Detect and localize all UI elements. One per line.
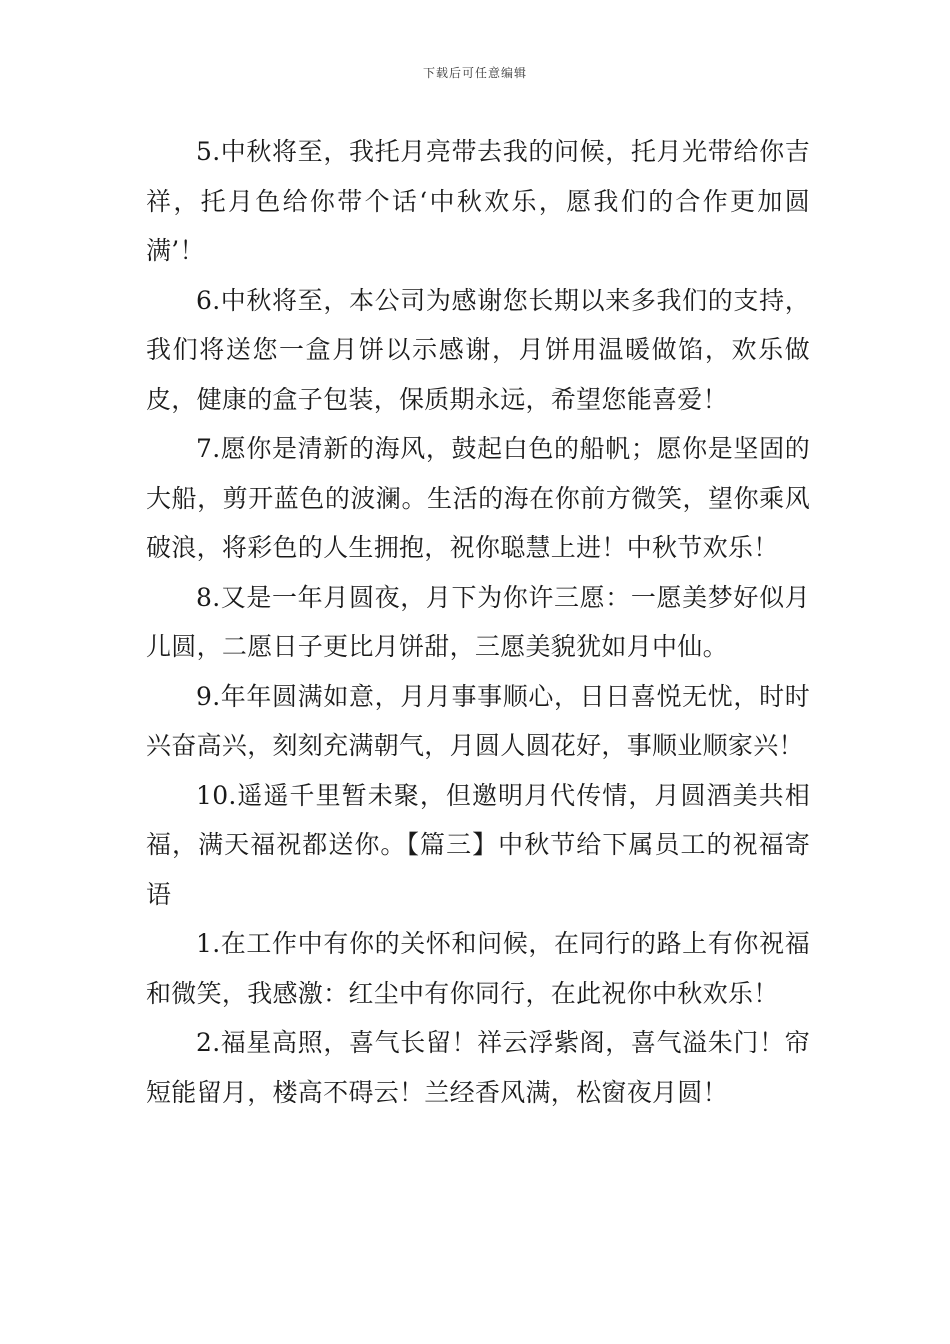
paragraph-6: 6.中秋将至，本公司为感谢您长期以来多我们的支持，我们将送您一盒月饼以示感谢，月饼用温暖做馅，欢乐做皮，健康的盒子包装，保质期永远，希望您能喜爱！ <box>146 285 810 414</box>
document-body <box>146 127 810 1117</box>
paragraph-8: 8.又是一年月圆夜，月下为你许三愿：一愿美梦好似月儿圆，二愿日子更比月饼甜，三愿美貌犹如月中仙。 <box>146 582 810 661</box>
paragraph-section3-1: 1.在工作中有你的关怀和问候，在同行的路上有你祝福和微笑，我感激：红尘中有你同行，在此祝你中秋欢乐！ <box>146 929 810 1008</box>
paragraph-section3-2: 2.福星高照，喜气长留！祥云浮紫阁，喜气溢朱门！帘短能留月，楼高不碍云！兰经香风满，松窗夜月圆！ <box>146 1028 810 1107</box>
paragraph-5: 5.中秋将至，我托月亮带去我的问候，托月光带给你吉祥，托月色给你带个话‘中秋欢乐，愿我们的合作更加圆满’！ <box>146 137 810 265</box>
paragraph-9: 9.年年圆满如意，月月事事顺心，日日喜悦无忧，时时兴奋高兴，刻刻充满朝气，月圆人圆花好，事顺业顺家兴！ <box>146 681 810 760</box>
page-header-note: 下载后可任意编辑 <box>422 66 527 80</box>
paragraph-10: 10.遥遥千里暂未聚，但邀明月代传情，月圆酒美共相福，满天福祝都送你。【篇三】中秋节给下属员工的祝福寄语 <box>146 780 810 909</box>
paragraph-7: 7.愿你是清新的海风，鼓起白色的船帆；愿你是坚固的大船，剪开蓝色的波澜。生活的海在你前方微笑，望你乘风破浪，将彩色的人生拥抱，祝你聪慧上进！中秋节欢乐！ <box>146 434 810 562</box>
